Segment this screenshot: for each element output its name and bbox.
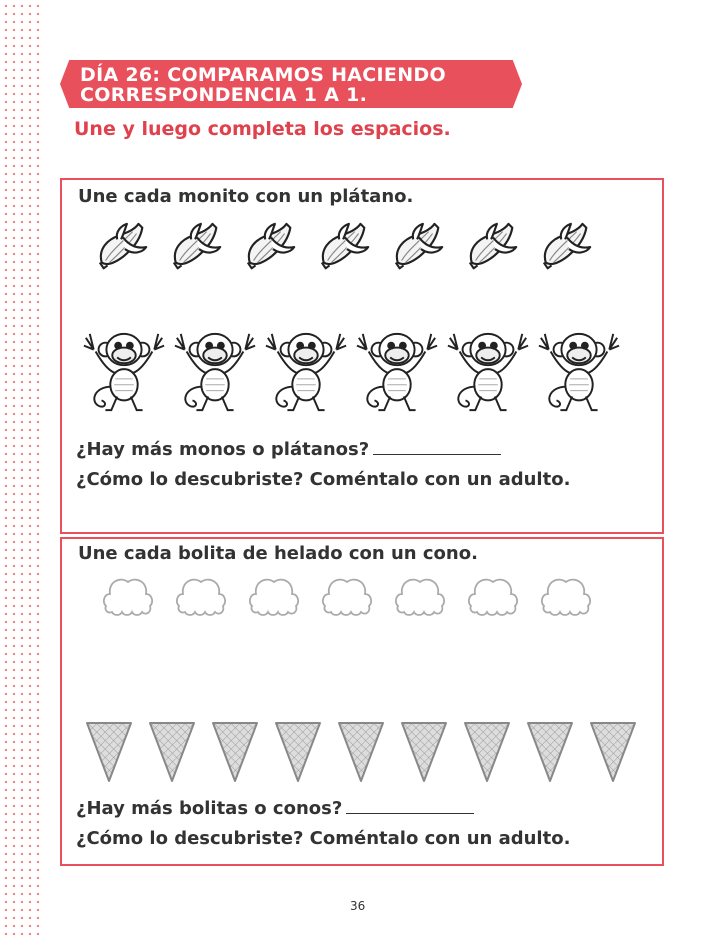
cone-icon[interactable]	[588, 719, 638, 789]
banana-row	[62, 216, 662, 286]
banana-icon[interactable]	[538, 220, 596, 282]
instruction-ice-cream: Une cada bolita de helado con un cono.	[78, 543, 478, 564]
monkey-icon[interactable]	[80, 328, 168, 422]
scoop-row	[62, 572, 662, 624]
cone-icon[interactable]	[336, 719, 386, 789]
title-line-2: CORRESPONDENCIA 1 A 1.	[80, 84, 368, 106]
ice-cream-scoop-icon[interactable]	[100, 572, 156, 626]
cone-icon[interactable]	[147, 719, 197, 789]
prompt-ice-cream: ¿Cómo lo descubriste? Coméntalo con un adulto.	[76, 828, 571, 849]
monkey-icon[interactable]	[444, 328, 532, 422]
monkey-icon[interactable]	[535, 328, 623, 422]
question-monkeys-text: ¿Hay más monos o plátanos?	[76, 439, 370, 460]
banana-icon[interactable]	[168, 220, 226, 282]
page-title	[80, 65, 520, 105]
subtitle: Une y luego completa los espacios.	[74, 118, 451, 140]
monkey-banana-panel	[60, 178, 664, 534]
ice-cream-scoop-icon[interactable]	[465, 572, 521, 626]
ice-cream-scoop-icon[interactable]	[319, 572, 375, 626]
monkey-icon[interactable]	[262, 328, 350, 422]
cone-icon[interactable]	[525, 719, 575, 789]
banana-icon[interactable]	[464, 220, 522, 282]
banana-icon[interactable]	[94, 220, 152, 282]
title-line-1: DÍA 26: COMPARAMOS HACIENDO	[80, 64, 446, 86]
ice-cream-scoop-icon[interactable]	[392, 572, 448, 626]
question-monkeys	[76, 438, 501, 460]
answer-blank-2[interactable]	[346, 797, 474, 814]
answer-blank-1[interactable]	[373, 438, 501, 455]
instruction-monkeys: Une cada monito con un plátano.	[78, 186, 414, 207]
cone-icon[interactable]	[273, 719, 323, 789]
monkey-row	[62, 328, 662, 420]
cone-icon[interactable]	[210, 719, 260, 789]
prompt-monkeys: ¿Cómo lo descubriste? Coméntalo con un adulto.	[76, 469, 571, 490]
dotted-margin	[0, 0, 40, 939]
page-number: 36	[350, 899, 366, 913]
ice-cream-scoop-icon[interactable]	[173, 572, 229, 626]
cone-icon[interactable]	[84, 719, 134, 789]
ice-cream-panel	[60, 537, 664, 866]
monkey-icon[interactable]	[171, 328, 259, 422]
banana-icon[interactable]	[316, 220, 374, 282]
ice-cream-scoop-icon[interactable]	[538, 572, 594, 626]
monkey-icon[interactable]	[353, 328, 441, 422]
banana-icon[interactable]	[242, 220, 300, 282]
ice-cream-scoop-icon[interactable]	[246, 572, 302, 626]
question-ice-cream-text: ¿Hay más bolitas o conos?	[76, 798, 343, 819]
cone-row	[62, 719, 662, 785]
cone-icon[interactable]	[399, 719, 449, 789]
question-ice-cream	[76, 797, 474, 819]
banana-icon[interactable]	[390, 220, 448, 282]
cone-icon[interactable]	[462, 719, 512, 789]
